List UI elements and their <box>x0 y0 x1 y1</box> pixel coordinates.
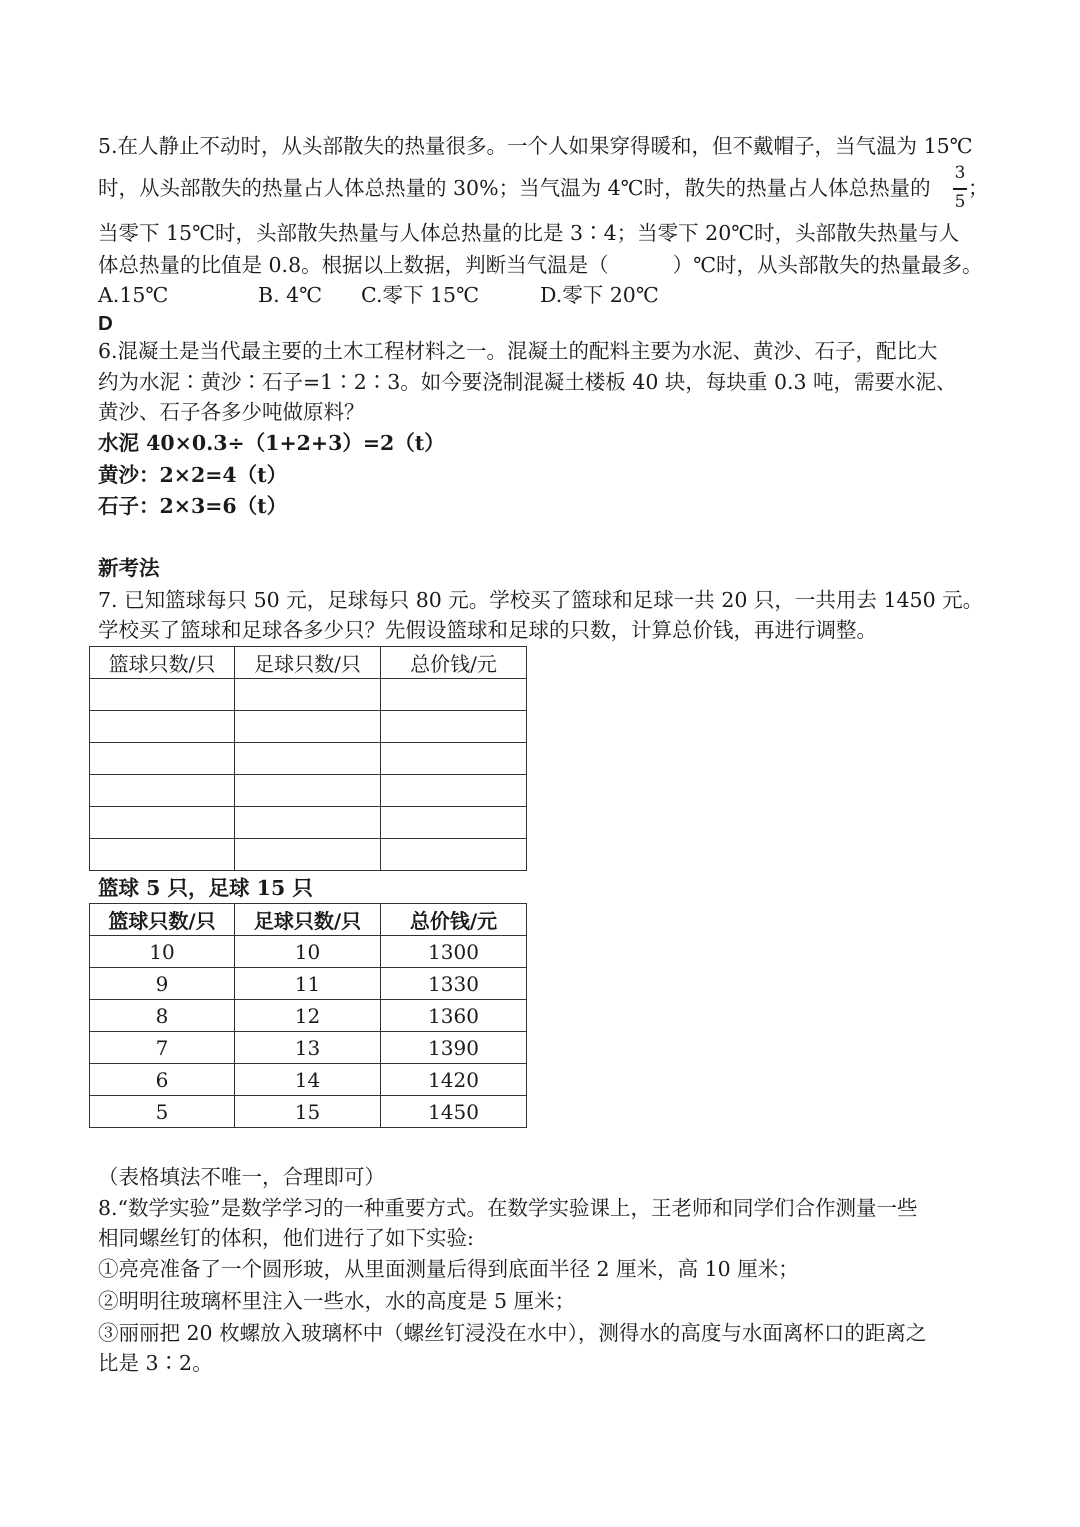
fraction-bar <box>953 188 967 190</box>
q8-line-6: 比是 3∶2。 <box>98 1351 213 1375</box>
q8-line-3: ①亮亮准备了一个圆形玻，从里面测量后得到底面半径 2 厘米，高 10 厘米； <box>98 1257 799 1281</box>
football-cell: 10 <box>235 936 381 968</box>
q8-line-2: 相同螺丝钉的体积，他们进行了如下实验: <box>98 1226 474 1250</box>
table-row <box>90 775 527 807</box>
q7-answer: 篮球 5 只，足球 15 只 <box>98 876 313 900</box>
basketball-cell: 6 <box>90 1064 235 1096</box>
empty-cell[interactable] <box>381 679 527 711</box>
fraction-denominator: 5 <box>954 192 966 212</box>
q6-line-1: 6.混凝土是当代最主要的土木工程材料之一。混凝土的配料主要为水泥、黄沙、石子，配比大 <box>98 339 938 363</box>
empty-cell[interactable] <box>235 807 381 839</box>
q6-answer-cement: 水泥 40×0.3÷（1+2+3）=2（t） <box>98 431 445 455</box>
empty-cell[interactable] <box>235 743 381 775</box>
q7-line-1: 7. 已知篮球每只 50 元，足球每只 80 元。学校买了篮球和足球一共 20 只，一共用去 1450 元。 <box>98 588 984 612</box>
q6-line-2: 约为水泥∶黄沙∶石子=1∶2∶3。如今要浇制混凝土楼板 40 块，每块重 0.3 吨，需要水泥、 <box>98 370 957 394</box>
empty-cell[interactable] <box>90 775 235 807</box>
blank-table <box>89 646 527 871</box>
q7-line-2: 学校买了篮球和足球各多少只？先假设篮球和足球的只数，计算总价钱，再进行调整。 <box>98 618 877 642</box>
empty-cell[interactable] <box>90 711 235 743</box>
q5-answer: D <box>98 312 113 335</box>
table-row <box>90 1096 527 1128</box>
blank-table-header <box>90 647 527 679</box>
empty-cell[interactable] <box>381 839 527 871</box>
basketball-cell: 5 <box>90 1096 235 1128</box>
q8-line-1: 8.“数学实验”是数学学习的一种重要方式。在数学实验课上，王老师和同学们合作测量一些 <box>98 1196 918 1220</box>
q5-option-b: B. 4℃ <box>258 283 323 307</box>
table-row <box>90 807 527 839</box>
q5-line-4 <box>98 250 983 280</box>
q5-line-2-end: ； <box>968 176 989 200</box>
header-total-price: 总价钱/元 <box>381 647 527 679</box>
basketball-cell: 7 <box>90 1032 235 1064</box>
header-basketball-count: 篮球只数/只 <box>90 904 235 936</box>
q5-option-c: C.零下 15℃ <box>361 283 480 307</box>
header-total-price: 总价钱/元 <box>381 904 527 936</box>
football-cell: 13 <box>235 1032 381 1064</box>
basketball-cell: 10 <box>90 936 235 968</box>
basketball-cell: 8 <box>90 1000 235 1032</box>
table-row <box>90 1064 527 1096</box>
table-row <box>90 839 527 871</box>
table-row <box>90 679 527 711</box>
table-row <box>90 711 527 743</box>
q5-option-a: A.15℃ <box>98 283 169 307</box>
q8-line-4: ②明明往玻璃杯里注入一些水，水的高度是 5 厘米； <box>98 1289 576 1313</box>
q6-line-3: 黄沙、石子各多少吨做原料？ <box>98 400 365 424</box>
section-title: 新考法 <box>98 556 160 580</box>
total-cell: 1300 <box>381 936 527 968</box>
empty-cell[interactable] <box>381 711 527 743</box>
q8-line-5: ③丽丽把 20 枚螺放入玻璃杯中（螺丝钉浸没在水中），测得水的高度与水面离杯口的距离之 <box>98 1321 927 1345</box>
empty-cell[interactable] <box>235 711 381 743</box>
q5-line-4-a: 体总热量的比值是 0.8。根据以上数据，判断当气温是（ <box>98 253 609 277</box>
empty-cell[interactable] <box>90 679 235 711</box>
q6-answer-stone: 石子：2×3=6（t） <box>98 494 288 518</box>
football-cell: 11 <box>235 968 381 1000</box>
table-row <box>90 1032 527 1064</box>
empty-cell[interactable] <box>381 807 527 839</box>
empty-cell[interactable] <box>235 839 381 871</box>
answer-table <box>89 903 527 1128</box>
table-row <box>90 743 527 775</box>
football-cell: 15 <box>235 1096 381 1128</box>
football-cell: 14 <box>235 1064 381 1096</box>
empty-cell[interactable] <box>381 775 527 807</box>
q5-line-2 <box>98 173 931 203</box>
total-cell: 1360 <box>381 1000 527 1032</box>
q5-line-2-text: 时，从头部散失的热量占人体总热量的 30%；当气温为 4℃时，散失的热量占人体总热量的 <box>98 176 931 200</box>
football-cell: 12 <box>235 1000 381 1032</box>
q5-line-1: 5.在人静止不动时，从头部散失的热量很多。一个人如果穿得暖和，但不戴帽子，当气温为 15℃ <box>98 134 973 158</box>
q5-option-d: D.零下 20℃ <box>540 283 659 307</box>
header-football-count: 足球只数/只 <box>235 647 381 679</box>
header-basketball-count: 篮球只数/只 <box>90 647 235 679</box>
total-cell: 1330 <box>381 968 527 1000</box>
empty-cell[interactable] <box>235 775 381 807</box>
answer-table-header <box>90 904 527 936</box>
header-football-count: 足球只数/只 <box>235 904 381 936</box>
fraction-numerator: 3 <box>954 163 966 183</box>
q6-answer-sand: 黄沙：2×2=4（t） <box>98 463 288 487</box>
basketball-cell: 9 <box>90 968 235 1000</box>
table-row <box>90 936 527 968</box>
total-cell: 1420 <box>381 1064 527 1096</box>
empty-cell[interactable] <box>90 839 235 871</box>
empty-cell[interactable] <box>90 743 235 775</box>
q5-line-3: 当零下 15℃时，头部散失热量与人体总热量的比是 3∶4；当零下 20℃时，头部散失热量与人 <box>98 221 960 245</box>
q7-note: （表格填法不唯一，合理即可） <box>98 1165 385 1189</box>
empty-cell[interactable] <box>381 743 527 775</box>
table-row <box>90 1000 527 1032</box>
q5-line-4-b: ）℃时，从头部散失的热量最多。 <box>672 253 983 277</box>
total-cell: 1390 <box>381 1032 527 1064</box>
empty-cell[interactable] <box>235 679 381 711</box>
table-row <box>90 968 527 1000</box>
empty-cell[interactable] <box>90 807 235 839</box>
total-cell: 1450 <box>381 1096 527 1128</box>
